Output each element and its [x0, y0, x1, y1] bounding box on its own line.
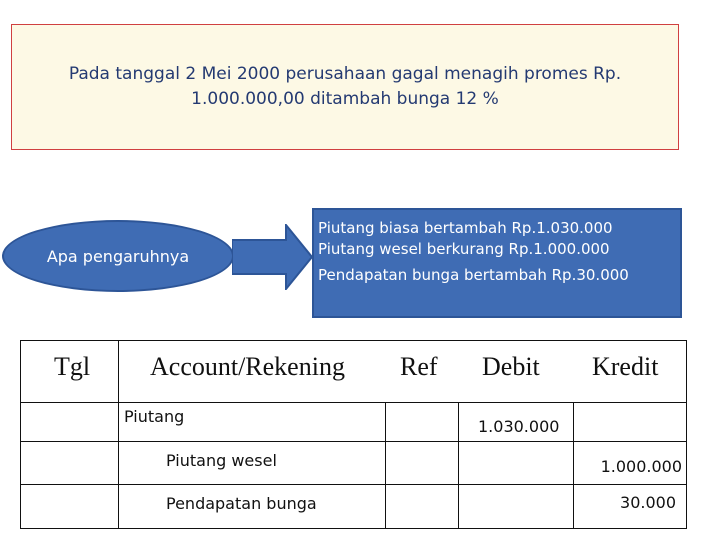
problem-statement-box	[11, 24, 679, 150]
table-rule	[686, 340, 687, 529]
header-date: Tgl	[54, 352, 91, 381]
row-1-debit: 1.030.000	[478, 417, 560, 436]
row-2-credit: 1.000.000	[600, 457, 682, 476]
journal-table	[20, 340, 686, 529]
header-debit: Debit	[482, 352, 540, 381]
row-1-account: Piutang	[124, 407, 185, 426]
row-3-account: Pendapatan bunga	[166, 494, 317, 513]
effects-box	[312, 208, 682, 318]
statement-line-1: Pada tanggal 2 Mei 2000 perusahaan gagal menagih promes Rp.	[68, 64, 622, 84]
table-rule	[20, 340, 21, 529]
effect-line-1: Piutang biasa bertambah Rp.1.030.000	[318, 219, 613, 237]
table-rule	[20, 340, 686, 341]
table-rule	[20, 402, 686, 403]
statement-line-2: 1.000.000,00 ditambah bunga 12 %	[191, 89, 499, 109]
row-2-account: Piutang wesel	[166, 451, 277, 470]
effect-line-3: Pendapatan bunga bertambah Rp.30.000	[318, 266, 629, 284]
row-3-credit: 30.000	[620, 493, 676, 512]
table-rule	[118, 340, 119, 529]
right-arrow-icon	[232, 224, 314, 290]
header-ref: Ref	[400, 352, 438, 381]
effect-line-2: Piutang wesel berkurang Rp.1.000.000	[318, 240, 610, 258]
question-ellipse	[2, 220, 234, 292]
header-credit: Kredit	[592, 352, 659, 381]
question-label: Apa pengaruhnya	[46, 246, 190, 266]
table-rule	[20, 441, 686, 442]
table-rule	[20, 528, 686, 529]
table-rule	[385, 402, 386, 529]
table-rule	[458, 402, 459, 529]
header-account: Account/Rekening	[150, 352, 345, 381]
table-rule	[20, 484, 686, 485]
table-rule	[573, 402, 574, 529]
problem-statement-text	[49, 62, 641, 112]
